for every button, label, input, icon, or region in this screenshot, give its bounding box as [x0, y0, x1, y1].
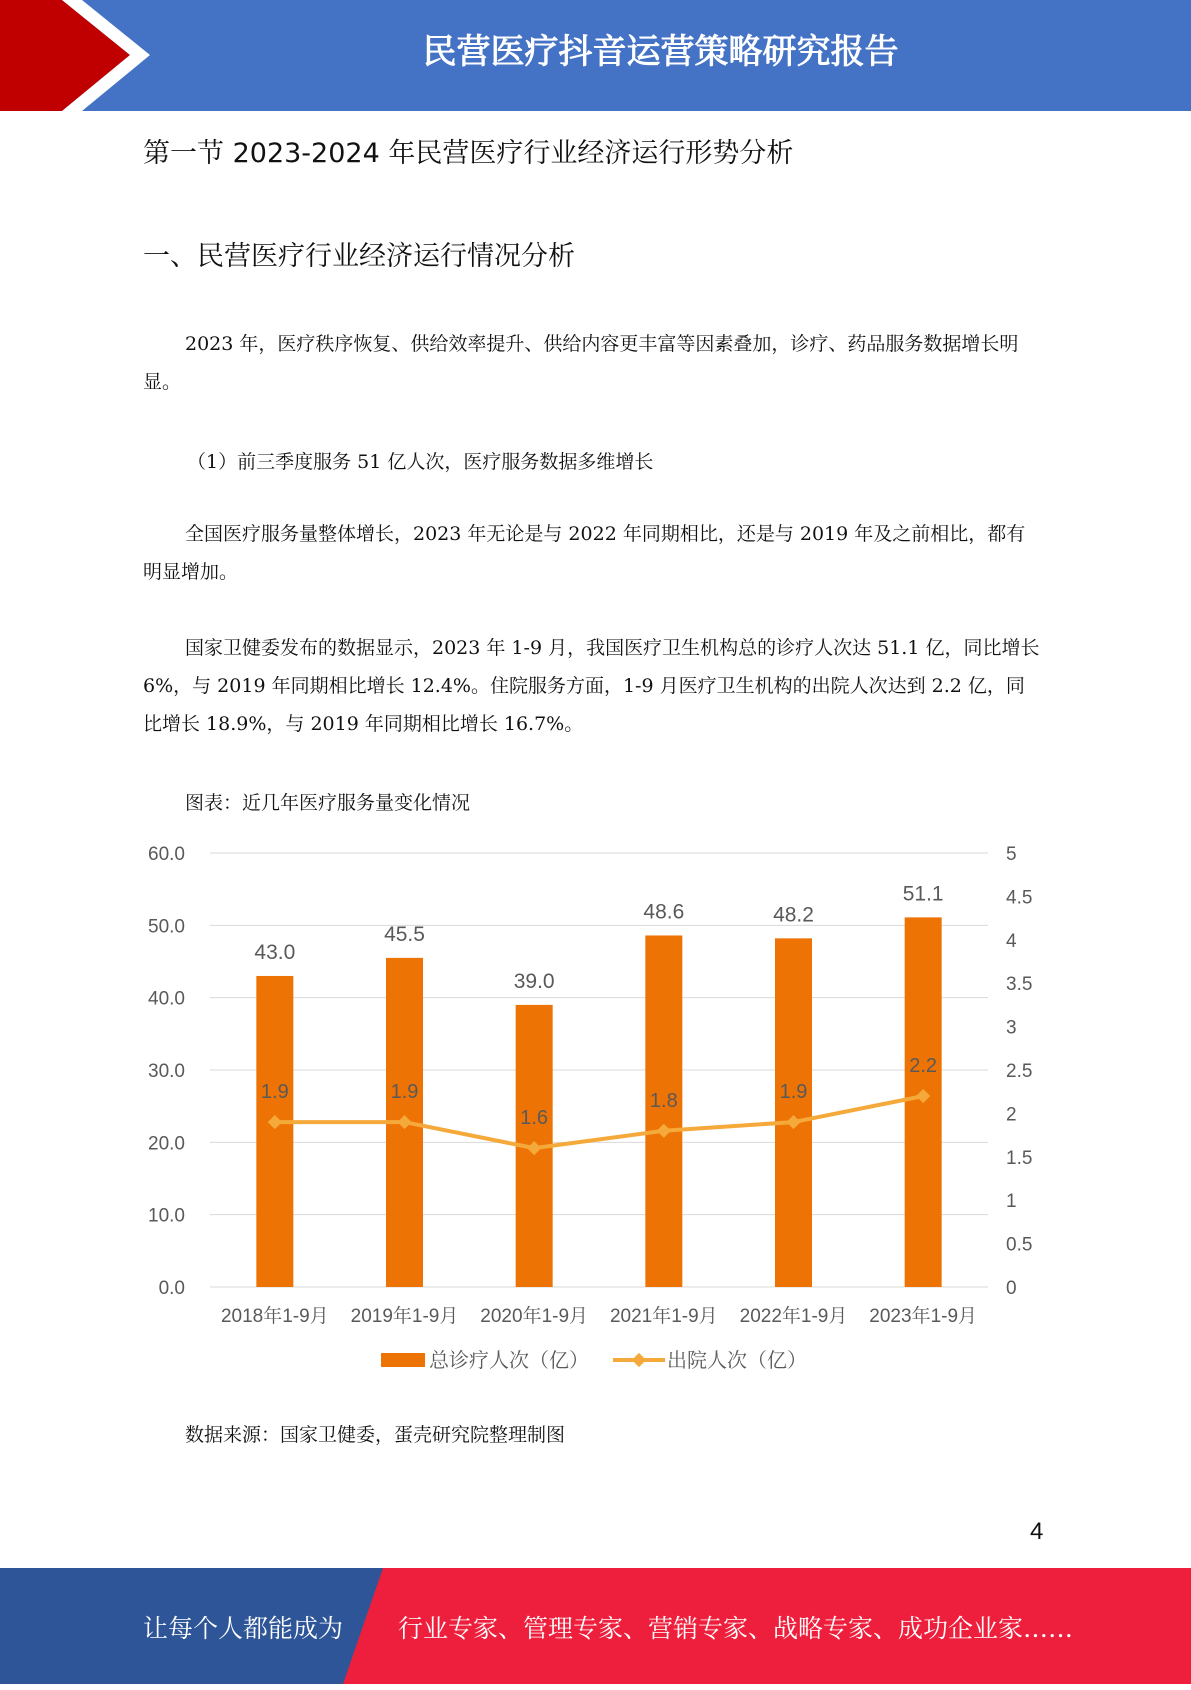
page-footer: [0, 1568, 1191, 1684]
y-right-tick-label: 3: [1006, 1017, 1017, 1039]
paragraph-statistics: 国家卫健委发布的数据显示，2023 年 1-9 月，我国医疗卫生机构总的诊疗人次达 51.1 亿，同比增长 6%，与 2019 年同期相比增长 12.4%。住院服务方面，1-9 月医疗卫生机构的出院人次达到 2.2 亿，同比增长 18.9%，与 2019 年同期相比增长 16.7%。: [143, 637, 1040, 735]
footer-slogan-right: 行业专家、管理专家、营销专家、战略专家、成功企业家……: [398, 1614, 1074, 1643]
report-title: 民营医疗抖音运营策略研究报告: [422, 32, 899, 72]
section-title: 第一节 2023-2024 年民营医疗行业经济运行形势分析: [143, 138, 794, 169]
y-right-tick-label: 4.5: [1006, 887, 1033, 909]
y-right-tick-label: 5: [1006, 844, 1017, 865]
paragraph-growth: 全国医疗服务量整体增长，2023 年无论是与 2022 年同期相比，还是与 2019 年及之前相比，都有明显增加。: [143, 523, 1026, 583]
legend-bar-swatch: [381, 1353, 425, 1367]
y-left-tick-label: 20.0: [148, 1133, 185, 1155]
footer-slogan-left: 让每个人都能成为: [143, 1614, 344, 1643]
paragraph-point-1: （1）前三季度服务 51 亿人次，医疗服务数据多维增长: [187, 451, 654, 473]
subsection-title: 一、民营医疗行业经济运行情况分析: [143, 241, 575, 272]
y-right-tick-label: 4: [1006, 930, 1017, 952]
bar-total-visits: [775, 938, 812, 1287]
y-right-tick-label: 2.5: [1006, 1061, 1033, 1082]
y-right-tick-label: 1: [1006, 1191, 1017, 1213]
bar-data-label: 51.1: [902, 882, 944, 906]
bar-data-label: 39.0: [513, 969, 555, 993]
page-header: [0, 0, 1191, 111]
y-right-tick-label: 1.5: [1006, 1147, 1033, 1169]
y-right-tick-label: 0: [1006, 1278, 1017, 1299]
legend-line-label: 出院人次（亿）: [667, 1350, 807, 1372]
x-tick-label: 2021年1-9月: [609, 1306, 718, 1327]
y-right-tick-label: 2: [1006, 1104, 1017, 1126]
paragraph-intro: 2023 年，医疗秩序恢复、供给效率提升、供给内容更丰富等因素叠加，诊疗、药品服务数据增长明显。: [143, 333, 1019, 393]
legend-line-marker: [632, 1353, 646, 1367]
line-data-label: 1.9: [779, 1081, 808, 1104]
chart-caption: 图表：近几年医疗服务量变化情况: [185, 792, 471, 814]
y-left-tick-label: 0.0: [158, 1278, 185, 1299]
chart-source: 数据来源：国家卫健委，蛋壳研究院整理制图: [185, 1424, 566, 1446]
y-left-tick-label: 10.0: [148, 1205, 185, 1227]
x-tick-label: 2023年1-9月: [869, 1306, 978, 1327]
legend-bar-label: 总诊疗人次（亿）: [429, 1350, 589, 1372]
x-tick-label: 2020年1-9月: [480, 1306, 589, 1327]
y-left-tick-label: 60.0: [148, 844, 185, 865]
x-tick-label: 2018年1-9月: [220, 1306, 329, 1327]
line-data-label: 1.9: [260, 1081, 289, 1104]
line-data-label: 1.8: [649, 1089, 678, 1112]
x-tick-label: 2019年1-9月: [350, 1306, 459, 1327]
bar-data-label: 43.0: [254, 940, 296, 964]
x-tick-label: 2022年1-9月: [739, 1306, 848, 1327]
page-number: 4: [1030, 1518, 1044, 1545]
y-left-tick-label: 50.0: [148, 916, 185, 938]
line-data-label: 2.2: [909, 1055, 938, 1078]
y-left-tick-label: 30.0: [148, 1061, 185, 1082]
line-discharges: [275, 1096, 923, 1148]
line-data-label: 1.9: [390, 1081, 419, 1104]
bar-data-label: 48.6: [643, 900, 685, 924]
y-right-tick-label: 3.5: [1006, 974, 1033, 996]
bar-data-label: 48.2: [773, 903, 814, 927]
bar-data-label: 45.5: [384, 922, 425, 946]
bar-total-visits: [256, 976, 293, 1287]
header-arrow-decoration: [0, 0, 260, 111]
medical-service-chart: [130, 830, 1050, 1390]
y-right-tick-label: 0.5: [1006, 1234, 1033, 1256]
y-left-tick-label: 40.0: [148, 988, 185, 1010]
line-data-label: 1.6: [520, 1107, 549, 1130]
